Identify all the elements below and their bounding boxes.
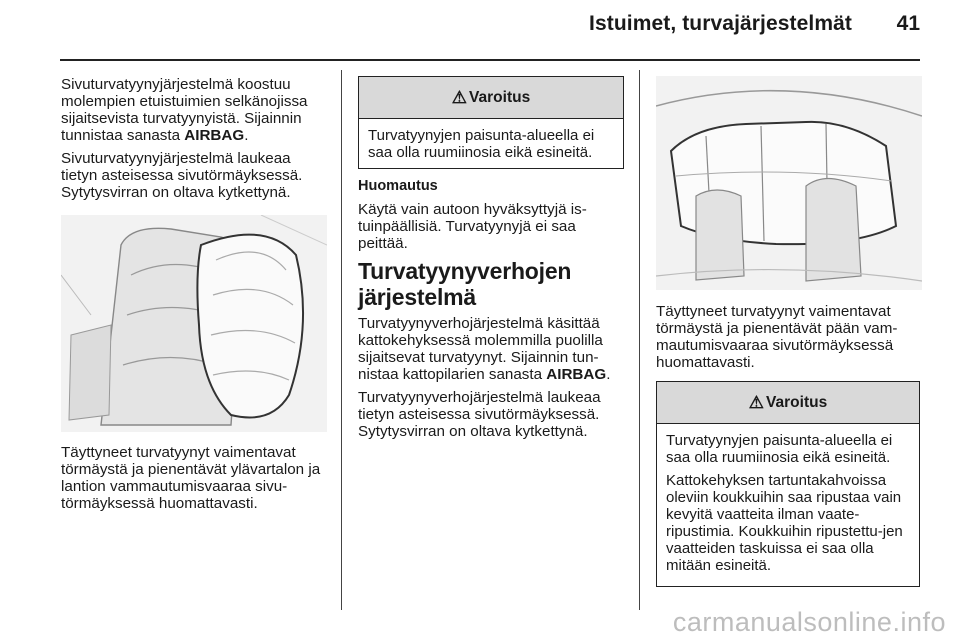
- page-number: 41: [896, 12, 920, 35]
- curtain-airbag-illustration: [656, 76, 922, 290]
- warning-box-2: [656, 381, 920, 587]
- note-text: Käytä vain autoon hyväksyttyjä is-tuinpäällisiä. Turvatyynyjä ei saa peittää.: [358, 201, 587, 252]
- warning-triangle-icon: ⚠: [451, 87, 468, 107]
- side-airbag-seat-illustration: [61, 215, 327, 432]
- column-divider-2: [639, 70, 640, 610]
- header-rule: [60, 59, 920, 61]
- curtain-deploy-paragraph: Turvatyynyverhojärjestelmä laukeaa tietyn asteisessa sivutörmäyksessä. Sytytysvirran on oltava kytkettynä.: [358, 389, 601, 440]
- warning-triangle-icon: ⚠: [748, 392, 765, 412]
- warning-box-1: [358, 76, 624, 169]
- curtain-intro-paragraph: Turvatyynyverhojärjestelmä käsittää kattokehyksessä molemmilla puolilla sijaitsevat turvatyynyt. Sijainnin tun-nistaa kattopilarien sanasta AIRBAG.: [358, 315, 611, 383]
- deploy-paragraph: Sivuturvatyynyjärjestelmä laukeaa tietyn asteisessa sivutörmäyksessä. Sytytysvirran on oltava kytkettynä.: [61, 150, 303, 201]
- seat-airbag-drawing: [61, 215, 327, 432]
- column-2: [358, 178, 626, 446]
- page-header-title: Istuimet, turvajärjestelmät: [589, 12, 852, 35]
- warning-header: ⚠ Varoitus: [657, 382, 919, 424]
- note-title: Huomautus: [358, 178, 438, 194]
- warning-body: Turvatyynyjen paisunta-alueella ei saa olla ruumiinosia eikä esineitä.: [368, 127, 595, 161]
- warning-body: Turvatyynyjen paisunta-alueella ei saa olla ruumiinosia eikä esineitä. Kattokehyksen tartuntakahvoissa oleviin koukkuihin saa ripustaa vain kevyitä vaatteita ilman vaate-ripustimia. Koukkuihin ripustettu-jen vaatteiden taskuissa ei saa olla mitään esineitä.: [666, 432, 903, 574]
- figure-caption-2: Täyttyneet turvatyynyt vaimentavat törmäystä ja pienentävät pään vam-mautumisvaaraa sivutörmäyksessä huomattavasti.: [656, 303, 898, 371]
- figure-caption-1: Täyttyneet turvatyynyt vaimentavat törmäystä ja pienentävät ylävartalon ja lantion vammautumisvaaraa sivu-törmäyksessä huomattavasti.: [61, 444, 321, 512]
- watermark: carmanualsonline.info: [672, 607, 946, 637]
- airbag-intro-paragraph: Sivuturvatyynyjärjestelmä koostuu molempien etuistuimien selkänojissa sijaitsevista turvatyynyistä. Sijainnin tunnistaa sanasta AIRBAG.: [61, 76, 308, 144]
- section-heading: Turvatyynyverhojen järjestelmä: [358, 258, 572, 310]
- column-1: [61, 76, 327, 207]
- car-interior-drawing: [656, 76, 922, 290]
- warning-header: ⚠ Varoitus: [359, 77, 623, 119]
- column-divider-1: [341, 70, 342, 610]
- column-3: [656, 303, 922, 377]
